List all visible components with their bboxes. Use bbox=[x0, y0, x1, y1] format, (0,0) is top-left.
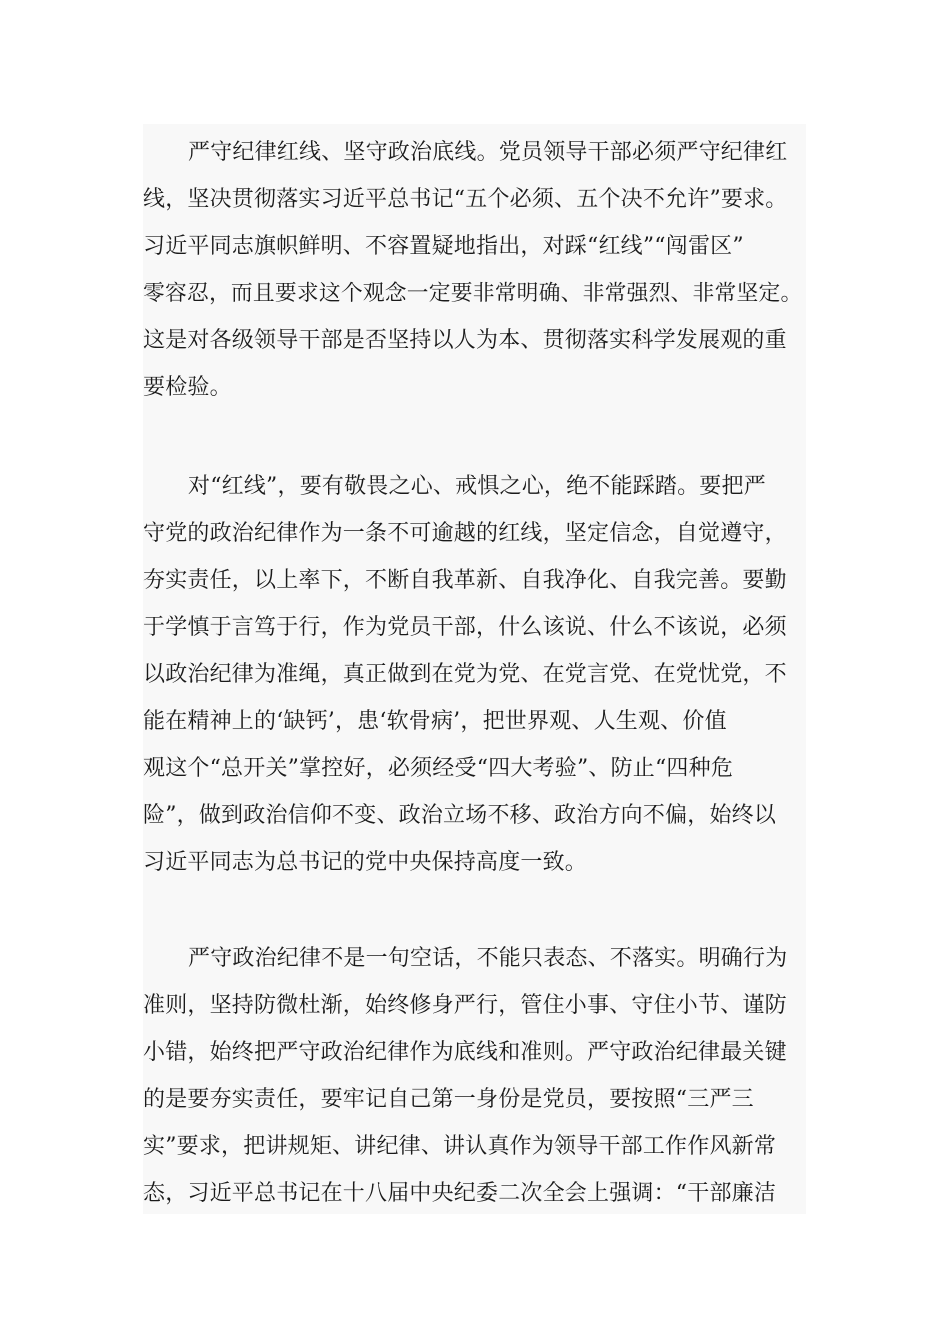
paragraph-line: 习近平同志为总书记的党中央保持高度一致。 bbox=[143, 850, 588, 875]
document-body bbox=[143, 124, 806, 1214]
paragraph-line: 于学慎于言笃于行，作为党员干部，什么该说、什么不该说，必须 bbox=[143, 615, 787, 640]
paragraph-line: 严守纪律红线、坚守政治底线。党员领导干部必须严守纪律红 bbox=[188, 140, 788, 165]
paragraph-line: 零容忍，而且要求这个观念一定要非常明确、非常强烈、非常坚定。 bbox=[143, 281, 803, 306]
paragraph-line: 这是对各级领导干部是否坚持以人为本、贯彻落实科学发展观的重 bbox=[143, 328, 787, 353]
paragraph-line: 对“红线”，要有敬畏之心、戒惧之心，绝不能踩踏。要把严 bbox=[188, 474, 766, 499]
paragraph-line: 以政治纪律为准绳，真正做到在党为党、在党言党、在党忧党，不 bbox=[143, 662, 787, 687]
paragraph-line: 的是要夯实责任，要牢记自己第一身份是党员，要按照“三严三 bbox=[143, 1087, 754, 1112]
paragraph-line: 要检验。 bbox=[143, 375, 232, 400]
paragraph-line: 能在精神上的‘缺钙’，患‘软骨病’，把世界观、人生观、价值 bbox=[143, 709, 727, 734]
paragraph-line: 线，坚决贯彻落实习近平总书记“五个必须、五个决不允许”要求。 bbox=[143, 187, 788, 212]
paragraph-line: 严守政治纪律不是一句空话，不能只表态、不落实。明确行为 bbox=[188, 946, 788, 971]
paragraph-line: 守党的政治纪律作为一条不可逾越的红线，坚定信念，自觉遵守， bbox=[143, 521, 787, 546]
paragraph-line: 观这个“总开关”掌控好，必须经受“四大考验”、防止“四种危 bbox=[143, 756, 734, 781]
paragraph-line: 夯实责任，以上率下，不断自我革新、自我净化、自我完善。要勤 bbox=[143, 568, 787, 593]
paragraph-line: 实”要求，把讲规矩、讲纪律、讲认真作为领导干部工作作风新常 bbox=[143, 1134, 777, 1159]
paragraph-line: 险”，做到政治信仰不变、政治立场不移、政治方向不偏，始终以 bbox=[143, 803, 777, 828]
paragraph-line: 小错，始终把严守政治纪律作为底线和准则。严守政治纪律最关键 bbox=[143, 1040, 787, 1065]
paragraph-line: 态，习近平总书记在十八届中央纪委二次全会上强调：“干部廉洁 bbox=[143, 1181, 777, 1206]
paragraph-line: 准则，坚持防微杜渐，始终修身严行，管住小事、守住小节、谨防 bbox=[143, 993, 787, 1018]
paragraph-line: 习近平同志旗帜鲜明、不容置疑地指出，对踩“红线”“闯雷区” bbox=[143, 234, 744, 259]
